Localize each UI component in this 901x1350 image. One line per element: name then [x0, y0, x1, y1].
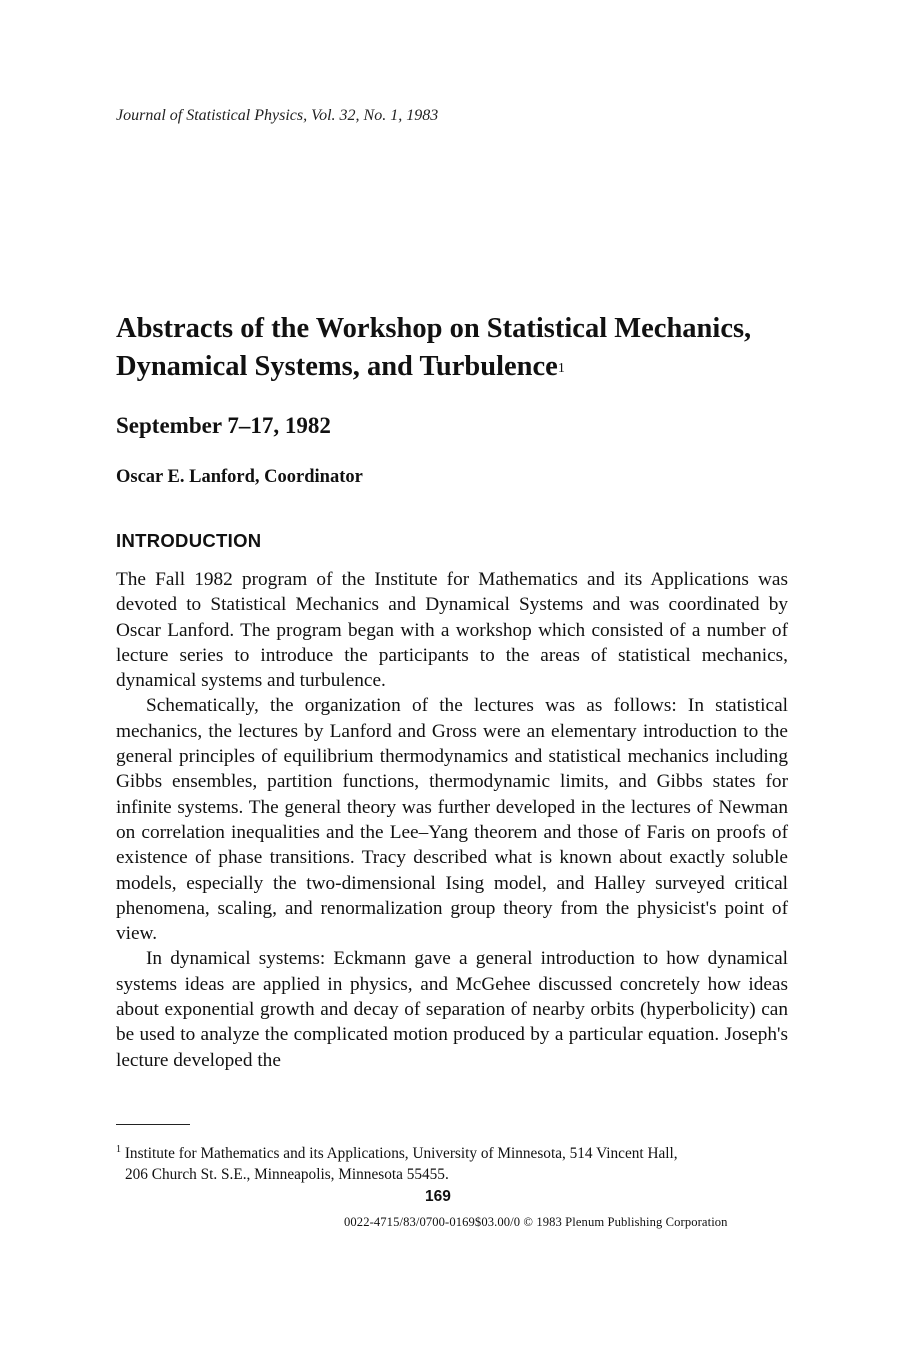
- article-title: [116, 310, 816, 386]
- journal-citation: Journal of Statistical Physics, Vol. 32, No. 1, 1983: [116, 107, 439, 124]
- paragraph-3: In dynamical systems: Eckmann gave a general introduction to how dynamical systems ideas are applied in physics, and McGehee discussed concretely how ideas about exponential growth and decay of separation of nearby orbits (hyperbolicity) can be used to analyze the complicated motion produced by a particular equation. Joseph's lecture developed the: [116, 948, 788, 1071]
- paragraph-1: The Fall 1982 program of the Institute for Mathematics and its Applications was devoted to Statistical Mechanics and Dynamical Systems and was coordinated by Oscar Lanford. The program began with a workshop which consisted of a number of lecture series to introduce the participants to the areas of statistical mechanics, dynamical systems and turbulence.: [116, 569, 788, 692]
- paragraph-2: Schematically, the organization of the lectures was as follows: In statistical mechanics, the lectures by Lanford and Gross were an elementary introduction to the general principles of equilibrium thermodynamics and statistical mechanics including Gibbs ensembles, partition functions, thermodynamic limits, and Gibbs states for infinite systems. The general theory was further developed in the lectures of Newman on correlation inequalities and the Lee–Yang theorem and those of Faris on proofs of existence of phase transitions. Tracy described what is known about exactly soluble models, especially the two-dimensional Ising model, and Halley surveyed critical phenomena, scaling, and renormalization group theory from the physicist's point of view.: [116, 695, 788, 945]
- page-number: 169: [425, 1188, 451, 1205]
- footnote-mark: 1: [116, 1144, 121, 1155]
- section-heading-introduction: INTRODUCTION: [116, 530, 262, 551]
- introduction-body: [116, 567, 788, 1073]
- title-line-1: Abstracts of the Workshop on Statistical Mechanics,: [116, 313, 752, 344]
- footnote: [116, 1139, 790, 1185]
- workshop-date: September 7–17, 1982: [116, 413, 331, 438]
- title-footnote-mark[interactable]: 1: [557, 361, 565, 376]
- title-line-2: Dynamical Systems, and Turbulence: [116, 351, 558, 382]
- footnote-line-1: Institute for Mathematics and its Applications, University of Minnesota, 514 Vincent Hall,: [124, 1145, 678, 1163]
- copyright-line: 0022-4715/83/0700-0169$03.00/0 © 1983 Plenum Publishing Corporation: [344, 1215, 728, 1229]
- footnote-divider: [116, 1124, 190, 1125]
- footnote-line-2: 206 Church St. S.E., Minneapolis, Minnesota 55455.: [125, 1166, 449, 1184]
- author-line: Oscar E. Lanford, Coordinator: [116, 467, 363, 487]
